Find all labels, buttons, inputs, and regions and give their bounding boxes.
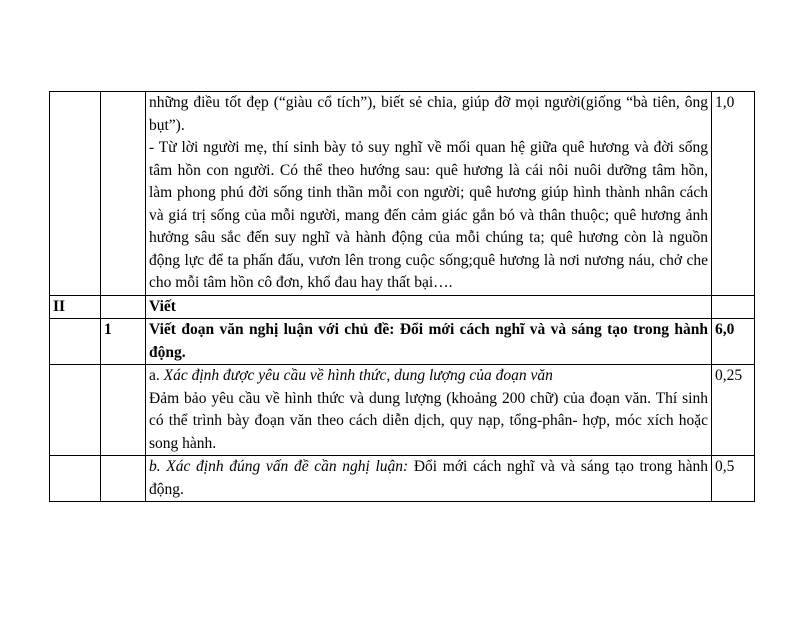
section-title: Viết: [146, 295, 712, 319]
item-number-cell: [101, 92, 146, 296]
content-paragraph: những điều tốt đẹp (“giàu cổ tích”), biết sẻ chia, giúp đỡ mọi người(giống “bà tiên, ông bụt”).: [149, 94, 708, 134]
section-cell: II: [50, 295, 101, 319]
content-paragraph: - Từ lời người mẹ, thí sinh bày tỏ suy nghĩ về mối quan hệ giữa quê hương và đời sống tâm hồn con người. Có thể theo hướng sau: quê hương là cái nôi nuôi dưỡng tâm hồn, làm phong phú đời sống tinh thần mỗi con người; quê hương giúp hình thành nhân cách và giá trị sống của mỗi người, mang đến cảm giác gắn bó và thân thuộc; quê hương ảnh hưởng sâu sắc đến suy nghĩ và hành động của mỗi chúng ta; quê hương còn là nguồn động lực để ta phấn đấu, vươn lên trong cuộc sống;quê hương là nơi nương náu, chở che cho mỗi tâm hồn cô đơn, khổ đau hay thất bại….: [149, 139, 708, 291]
section-cell: [50, 319, 101, 365]
table-row: [50, 295, 755, 319]
criterion-title: Xác định được yêu cầu về hình thức, dung lượng của đoạn văn: [163, 367, 553, 384]
criterion-title: b. Xác định đúng vấn đề cần nghị luận:: [149, 458, 409, 475]
criterion-lead: a.: [149, 367, 164, 384]
content-paragraph: Đảm bảo yêu cầu về hình thức và dung lượng (khoảng 200 chữ) của đoạn văn. Thí sinh có thể trình bày đoạn văn theo cách diễn dịch, quy nạp, tổng-phân- hợp, móc xích hoặc song hành.: [149, 389, 708, 452]
table-row: [50, 456, 755, 502]
table-row: [50, 319, 755, 365]
table-row: [50, 92, 755, 296]
section-cell: [50, 365, 101, 456]
content-cell: [146, 456, 712, 502]
item-number-cell: [101, 456, 146, 502]
question-title: Viết đoạn văn nghị luận với chủ đề: Đổi mới cách nghĩ và và sáng tạo trong hành động.: [146, 319, 712, 365]
content-cell: [146, 365, 712, 456]
grading-table: [49, 91, 755, 502]
score-cell: 0,25: [712, 365, 755, 456]
section-cell: [50, 92, 101, 296]
criterion-text: Đổi mới cách nghĩ và và sáng tạo trong hành động.: [149, 458, 708, 498]
section-cell: [50, 456, 101, 502]
score-cell: 0,5: [712, 456, 755, 502]
item-number-cell: [101, 295, 146, 319]
score-cell: [712, 295, 755, 319]
item-number-cell: 1: [101, 319, 146, 365]
item-number-cell: [101, 365, 146, 456]
content-cell: [146, 92, 712, 296]
table-row: [50, 365, 755, 456]
score-cell: 1,0: [712, 92, 755, 296]
score-cell: 6,0: [712, 319, 755, 365]
